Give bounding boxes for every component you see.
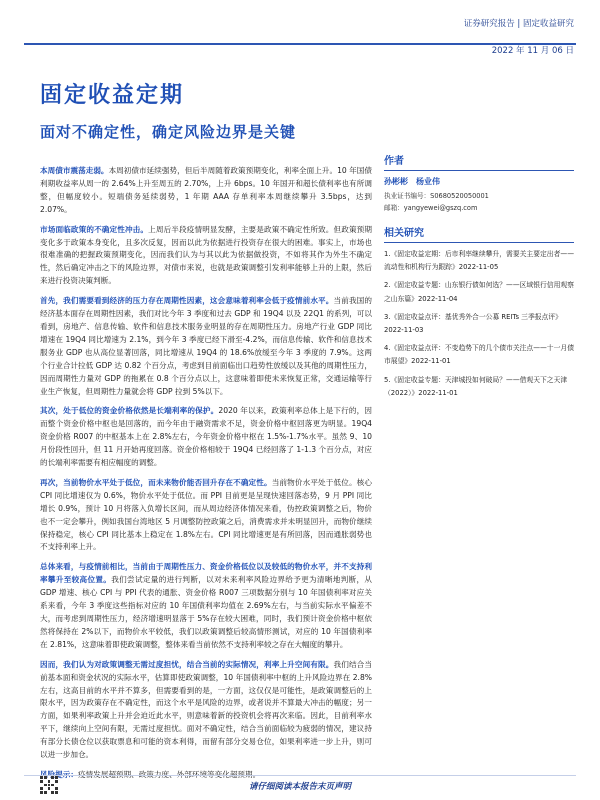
paragraph-policy-uncertainty — [40, 224, 372, 289]
author-email[interactable]: 邮箱：yangyewei@gszq.com — [384, 204, 478, 212]
related-research-item[interactable]: 4.《固定收益点评：不变趋势下的几个债市关注点——十一月债市展望》2022-11-01 — [384, 344, 574, 366]
footer-disclaimer: 请仔细阅读本报告末页声明 — [248, 782, 351, 792]
paragraph-overall-assessment — [40, 561, 372, 651]
paragraph-cyclical-pressure — [40, 295, 372, 398]
author-name: 杨业伟 — [416, 177, 440, 186]
paragraph-lead: 总体来看，与疫情前相比，当前由于周期性压力、资金价格低位以及较低的物价水平，并不支持利率攀升至较高位置。 — [40, 562, 372, 585]
sidebar — [384, 150, 574, 405]
report-type-label: 证券研究报告 | 固定收益研究 — [463, 19, 574, 29]
paragraph-text: 当前物价水平处于低位。核心 CPI 同比增速仅为 0.6%，物价水平处于低位。而 PPI 目前更是呈现快速回落态势，9 月 PPI 同比增长 0.9%，预计 10 月将落入负增长区间，而从周边经济体情况来看，伪控政策调整之后，物价也不一定会攀升，例如我国台湾地区 5 月调整防控政策之后，消费需求并未明显回升，而物价继续保持稳定，核心 CPI 同比基本上稳定在 1.8%左右。CPI 同比增速更是有所回落，因而通胀弱势也不支持利率上升。 — [40, 477, 372, 552]
related-research-item[interactable]: 5.《固定收益专题：天津城投如何破局？——借观天下之天津（2022）》2022-11-01 — [384, 375, 568, 397]
report-title: 固定收益定期 — [40, 83, 185, 108]
paragraph-inflation — [40, 477, 372, 554]
paragraph-text: 我们结合当前基本面和资金状况的实际水平，估算即使政策调整，10 年国债利率中枢的上升风险边界在 2.8%左右，这高目前的水平并不算多，但需要看到的是，一方面，这仅仅是可能性，是政策调整后的上限水平，因为政策存在不确定性，而这个水平是风险的边界，或者说并不算最大冲击的幅度；另一方面，如果利率政策上升并会迫近此水平，则意味着新的投资机会将再次来临。因此，目前利率水平下，继续向上空间有限，无需过度担忧。面对不确定性，结合当前面临较为疲弱的情况，建议持有部分长债仓位以获取票息和可能的资本利得，而留有部分交易仓位，如果利率进一步上升，则可以进一步加仓。 — [40, 659, 373, 760]
paragraph-text: 当前我国的经济基本面存在周期性因素，我们对比今年 3 季度和过去 GDP 和 19Q4 以及 22Q1 的系列，可以看到，房地产、信息传输、软件和信息技术服务业明显的存在周期性压力。房地产行业 GDP 同比增速在 19Q4 同比增速为 2.1%，到今年 3 季度已经下滑至-4.2%，而信息传输、软件和信息技术服务业 GDP 也从高位显著回落，同比增速从 19Q4 的 18.6%放缓至今年 3 季度的 7.9%。这两个行业合计拉低 GDP 达 0.82 个百分点，考虑到目前面临出口趋势性放缓以及其他的周期性压力，因而周期性力量对 GDP 的拖累在 0.8 个百分点以上，这意味着即使未来恢复正常，交通运输等行业生产恢复，但周期性力量就会将 GDP 拉到 5%以下。 — [40, 296, 373, 396]
paragraph-text: 我们尝试定量的进行判断，以对未来利率风险边界给予更为清晰地判断，从 GDP 增速、核心 CPI 与 PPI 代表的通胀、资金价格 R007 三项数据分别与 10 年国债利率对应关系来看，今年 3 季度这些指标对应的 10 年国债利率均值在 2.69%左右，与当前实际水平偏差不大，而考虑到周期性压力，经济增速明显落于 5%存在较大困难，同时，我们预计资金价格中枢依然将保持在 2%以下，而物价水平较低，我们以政策调整后较高情形测试，对应的 10 年国债利率在 2.81%，这意味着即使政策调整，整体来看当前依然不支持利率较之存在大幅度的攀升。 — [40, 575, 373, 649]
paragraph-lead: 再次，当前物价水平处于低位，而未来物价能否回升存在不确定性。 — [40, 477, 272, 487]
author-license: 执业证书编号：S0680520050001 — [384, 192, 489, 200]
paragraph-lead: 首先，我们需要看到经济的压力存在周期性因素，这会意味着利率会低于疫情前水平。 — [40, 296, 334, 306]
related-research-item[interactable]: 3.《固定收益点评：基优秀外合一公募 REITs 三季报点评》2022-11-03 — [384, 312, 562, 335]
paragraph-text: 2020 年以来，政策利率总体上是下行的，因而整个资金价格中枢也是回落的，而今年由于融资需求不足，资金价格中枢回落更为明显。19Q4 资金价格 R007 的中枢基本上在 2.8%左右，今年资金价格中枢在 1.5%-1.7%水平。虽然 9、10 月份段性回升，但 11 月开始再度回落。资金价格相较于 19Q4 已经回落了 1-1.3 个百分点，对应的长端利率需要有相应幅度的调整。 — [40, 406, 372, 468]
paragraph-text: 本周初债市延续强势，但后半周随着政策预期变化，利率全面上升。10 年国债利期收益率从周一的 2.64%上升至周五的 2.70%，上升 6bps。10 年国开和超长债利率也有所调整，但幅度较小。短端债务延续弱势，1 年期 AAA 存单利率本周继续攀升 3.5bps，达到 2.07%。 — [40, 166, 373, 214]
paragraph-conclusion — [40, 659, 372, 762]
paragraph-funding-cost — [40, 405, 372, 470]
paragraph-text: 上周后半段疫情明显发酵，主要是政策不确定性所致。但政策预期变化多于政策本身变化，且多次反复，因而以此为依据进行投资存在很大的困难。事实上，市场也很难准确的把握政策预期变化，因而我们认为与其以此为依据做投资，不如将其作为外生不确定性，然后确定冲击之下的风险边界，对债市来说，也就是政策调整引发利率能够上升的上限，然后来进行投资决策判断。 — [40, 224, 373, 286]
report-date: 2022 年 11 月 06 日 — [491, 46, 574, 56]
paragraph-lead: 其次，处于低位的资金价格依然是长端利率的保护。 — [40, 406, 219, 416]
main-body — [40, 165, 372, 789]
related-research-list — [384, 248, 574, 400]
author-heading: 作者 — [384, 150, 574, 171]
paragraph-lead: 因而，我们认为对政策调整无需过度担忧，结合当前的实际情况，利率上升空间有限。 — [40, 659, 334, 669]
author-names — [384, 176, 574, 187]
related-research-heading: 相关研究 — [384, 222, 574, 243]
footer-rule — [24, 775, 576, 776]
paragraph-lead: 市场面临政策的不确定性冲击。 — [40, 224, 149, 234]
report-subtitle: 面对不确定性，确定风险边界是关键 — [40, 123, 297, 141]
paragraph-lead: 本周债市震荡走弱。 — [40, 166, 109, 175]
paragraph-weekly-review — [40, 165, 372, 217]
related-research-item[interactable]: 1.《固定收益定期：后市利率继续攀升，需要关主要定出者——流动性和机构行为跟踪》2022-11-05 — [384, 250, 574, 272]
related-research-item[interactable]: 2.《固定收益专题：山东银行债如何选？——区域银行信用观察之山东篇》2022-11-04 — [384, 281, 574, 303]
author-name: 孙彬彬 — [384, 177, 408, 186]
